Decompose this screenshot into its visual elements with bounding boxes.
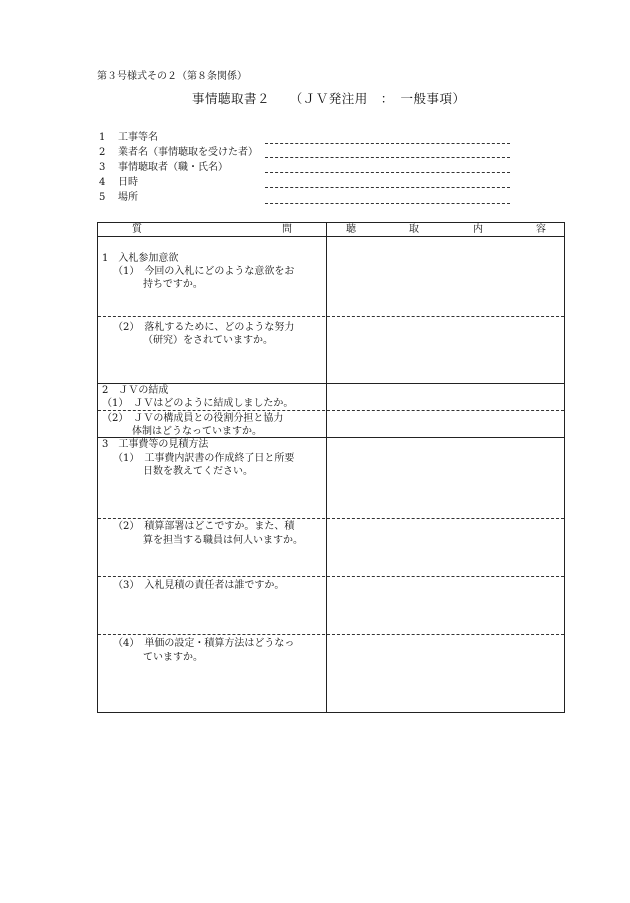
fill-line-datetime[interactable] — [265, 187, 510, 188]
answer-cell[interactable] — [327, 237, 564, 316]
question-text: （2） 落札するために、どのような努力 — [113, 322, 295, 333]
interview-table — [97, 222, 565, 713]
header-answer-char4: 容 — [536, 224, 546, 235]
section-heading: 2 ＪＶの結成 — [102, 385, 169, 396]
question-text: 算を担当する職員は何人いますか。 — [143, 535, 303, 546]
answer-cell[interactable] — [327, 577, 564, 634]
question-text: （4） 単価の設定・積算方法はどうなっ — [113, 638, 295, 649]
question-text: （1） 工事費内訳書の作成終了日と所要 — [113, 453, 295, 464]
question-text: （1） 今回の入札にどのような意欲をお — [113, 266, 295, 277]
answer-cell[interactable] — [327, 411, 564, 437]
info-field-label: 日時 — [118, 177, 138, 188]
question-text: ていますか。 — [143, 652, 203, 663]
answer-cell[interactable] — [327, 519, 564, 576]
question-text: （研究）をされていますか。 — [143, 335, 273, 346]
document-title: 事情聴取書２ （ＪＶ発注用 ： 一般事項） — [192, 91, 466, 106]
info-field-interviewer — [99, 158, 228, 173]
answer-cell[interactable] — [327, 317, 564, 383]
section-heading: 1 入札参加意欲 — [102, 253, 179, 264]
info-field-label: 工事等名 — [118, 132, 158, 143]
section-heading: 3 工事費等の見積方法 — [102, 439, 209, 450]
answer-cell[interactable] — [327, 635, 564, 712]
header-answer-char3: 内 — [473, 224, 483, 235]
question-text: 日数を教えてください。 — [143, 466, 253, 477]
question-text: （3） 入札見積の責任者は誰ですか。 — [113, 580, 285, 591]
info-field-number: 5 — [99, 192, 106, 203]
question-text: （2） 積算部署はどこですか。また、積 — [113, 521, 295, 532]
info-field-number: 1 — [99, 132, 106, 143]
header-question-char1: 質 — [132, 224, 142, 235]
fill-line-interviewer[interactable] — [265, 172, 510, 173]
header-question-char2: 問 — [282, 224, 292, 235]
header-answer-char2: 取 — [409, 224, 419, 235]
fill-line-project-name[interactable] — [265, 143, 510, 144]
info-field-label: 事情聴取者（職・氏名） — [118, 162, 228, 173]
answer-cell[interactable] — [327, 384, 564, 410]
header-answer-char1: 聴 — [346, 224, 356, 235]
info-field-number: 2 — [99, 147, 106, 158]
fill-line-location[interactable] — [265, 203, 510, 204]
info-field-label: 場所 — [118, 192, 138, 203]
info-field-project-name — [99, 128, 158, 143]
info-field-location — [99, 188, 138, 203]
info-field-datetime — [99, 173, 138, 188]
fill-line-company-name[interactable] — [265, 157, 510, 158]
question-text: 持ちですか。 — [143, 279, 203, 290]
answer-cell[interactable] — [327, 438, 564, 518]
info-field-company-name — [99, 143, 258, 158]
info-field-number: 3 — [99, 162, 106, 173]
question-text: （1） ＪＶはどのように結成しましたか。 — [102, 398, 294, 409]
info-field-number: 4 — [99, 177, 106, 188]
question-text: （2） ＪＶの構成員との役割分担と協力 — [102, 413, 284, 424]
info-field-label: 業者名（事情聴取を受けた者） — [118, 147, 258, 158]
question-text: 体制はどうなっていますか。 — [132, 426, 262, 437]
form-number: 第３号様式その２（第８条関係） — [97, 71, 247, 82]
